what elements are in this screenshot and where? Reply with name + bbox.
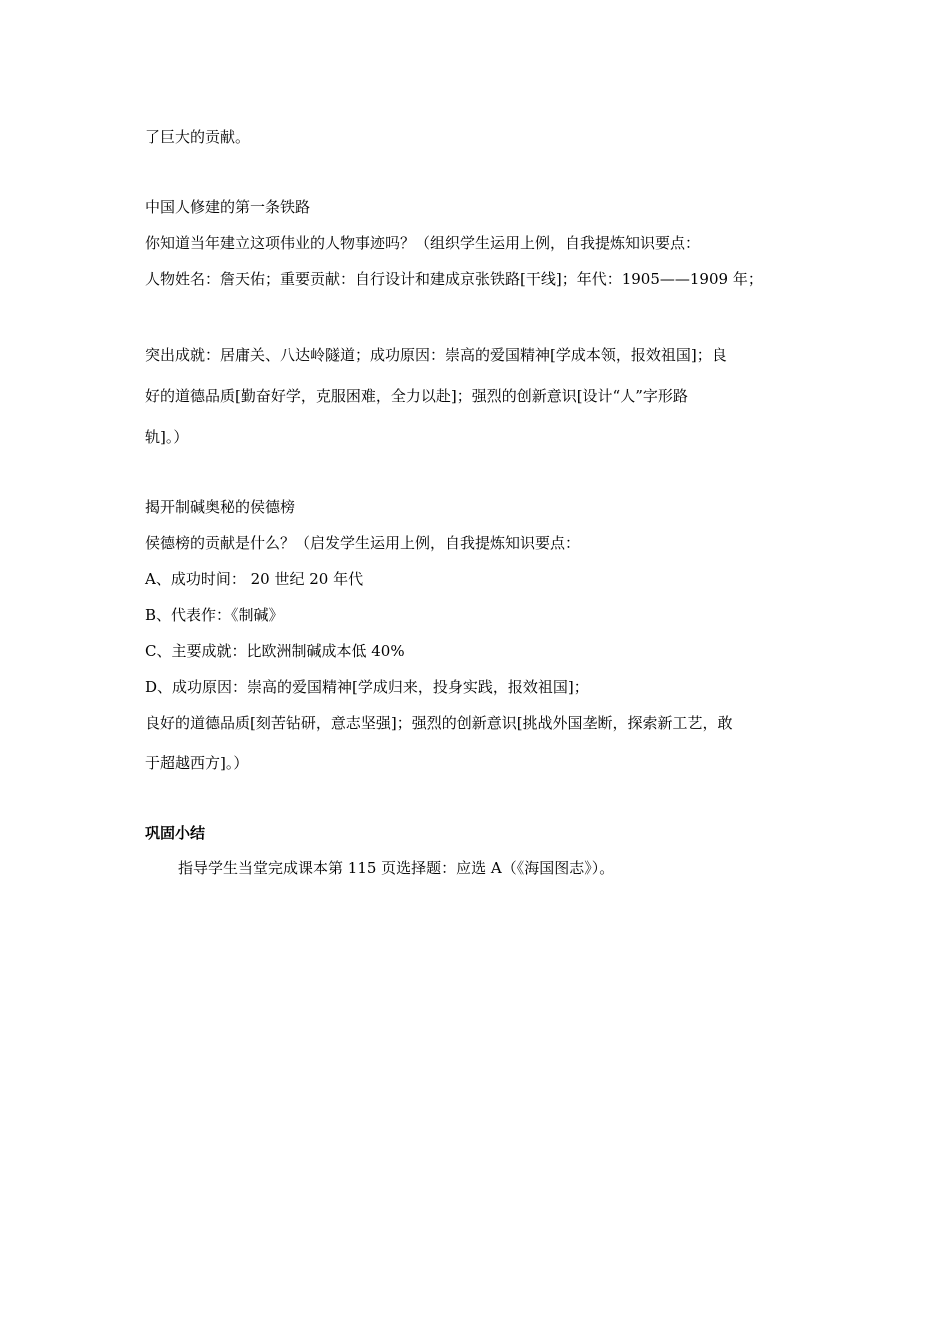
soda-quality-line-1: 良好的道德品质[刻苦钻研，意志坚强]；强烈的创新意识[挑战外国垄断，探索新工艺，敢 (145, 714, 733, 732)
railway-achievement-line-2: 好的道德品质[勤奋好学，克服困难，全力以赴]；强烈的创新意识[设计“人”字形路 (145, 387, 688, 405)
railway-section-title: 中国人修建的第一条铁路 (145, 198, 311, 216)
summary-body: 指导学生当堂完成课本第 115 页选择题：应选 A（《海国图志》）。 (178, 859, 615, 877)
soda-item-d: D、成功原因：崇高的爱国精神[学成归来，投身实践，报效祖国]； (145, 678, 589, 696)
railway-person-info: 人物姓名：詹天佑；重要贡献：自行设计和建成京张铁路[干线]；年代：1905——1909 年； (145, 270, 763, 288)
paragraph-continuation: 了巨大的贡献。 (145, 128, 251, 146)
railway-achievement-line-1: 突出成就：居庸关、八达岭隧道；成功原因：崇高的爱国精神[学成本领，报效祖国]；良 (145, 346, 727, 364)
soda-item-a: A、成功时间： 20 世纪 20 年代 (145, 570, 364, 588)
soda-question: 侯德榜的贡献是什么？（启发学生运用上例，自我提炼知识要点： (145, 534, 581, 552)
soda-item-b: B、代表作：《制碱》 (145, 606, 284, 624)
summary-section-title: 巩固小结 (145, 824, 206, 842)
soda-item-c: C、主要成就：比欧洲制碱成本低 40% (145, 642, 405, 660)
soda-quality-line-2: 于超越西方]。） (145, 754, 249, 772)
railway-question: 你知道当年建立这项伟业的人物事迹吗？（组织学生运用上例，自我提炼知识要点： (145, 234, 701, 252)
soda-section-title: 揭开制碱奥秘的侯德榜 (145, 498, 296, 516)
railway-achievement-line-3: 轨]。） (145, 428, 189, 446)
